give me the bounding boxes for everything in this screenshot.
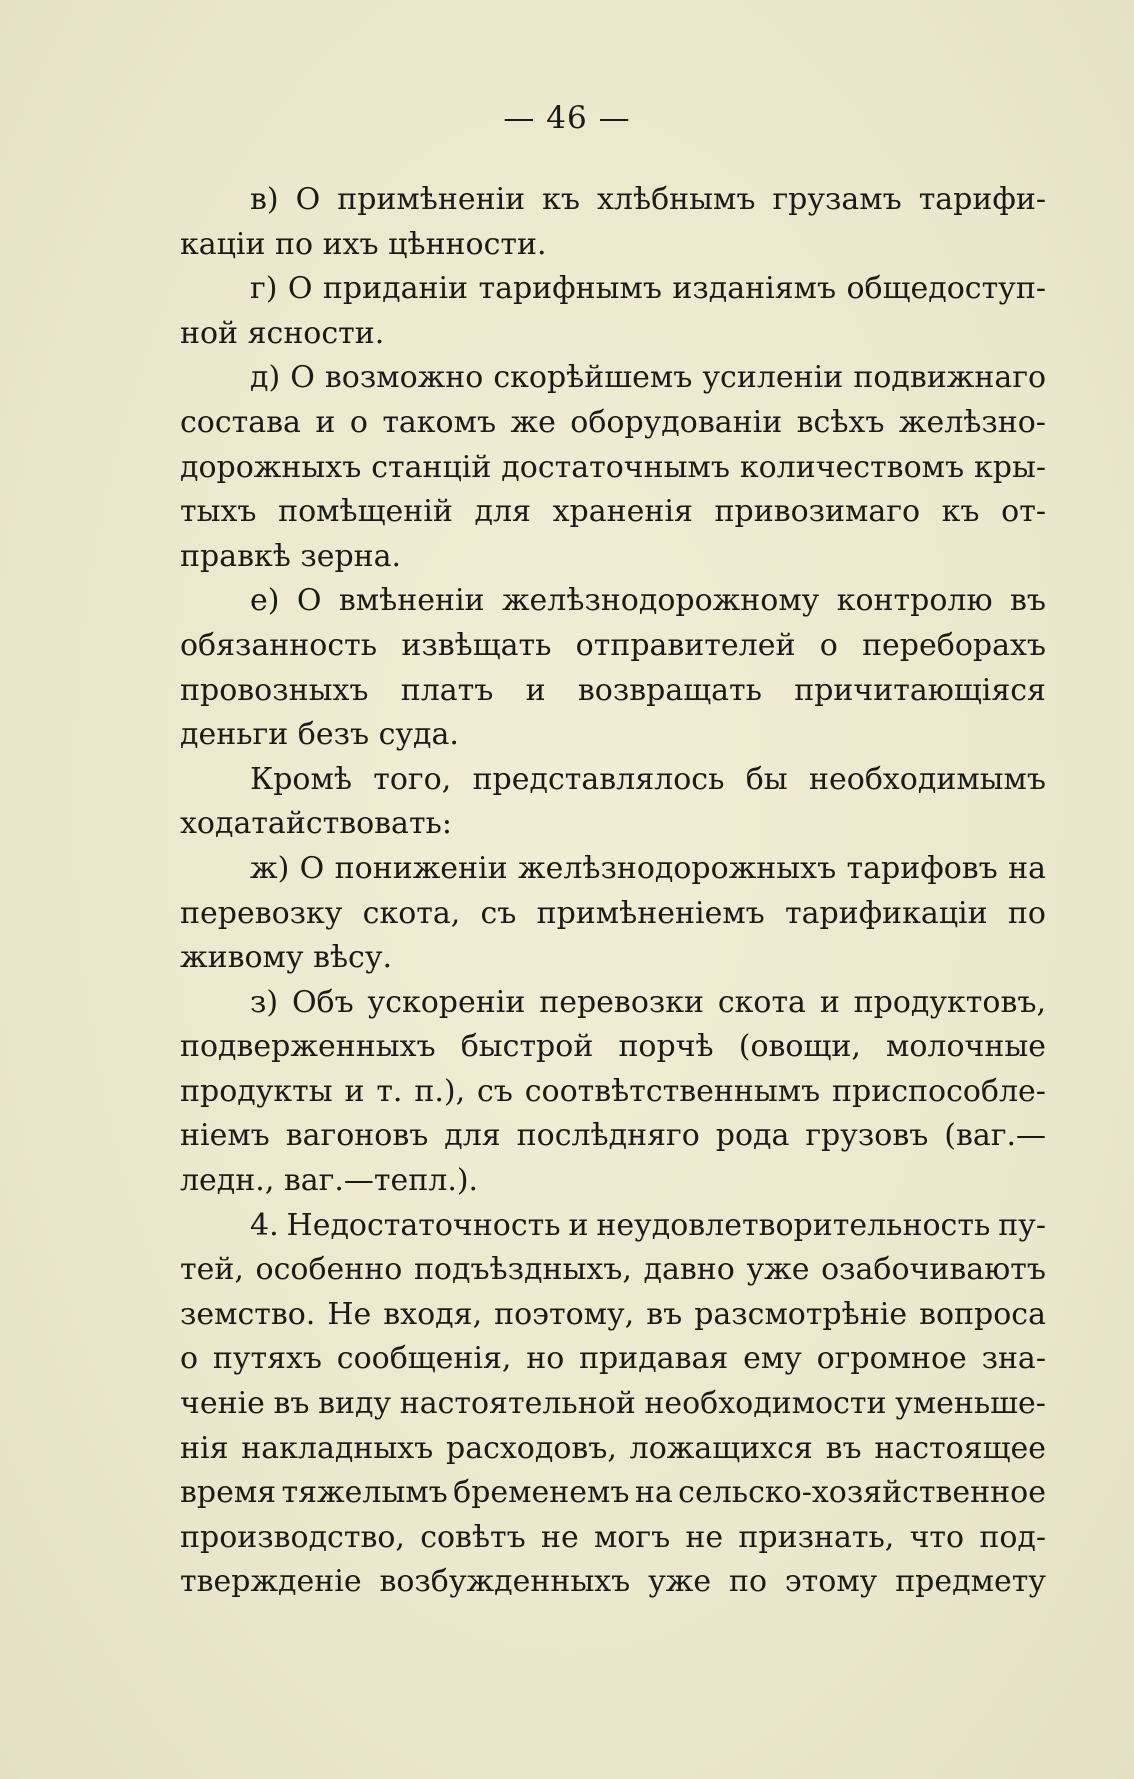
text-line-3 <box>180 267 1046 312</box>
text-line-19 <box>180 981 1046 1026</box>
word: производство, <box>180 1519 405 1555</box>
text-line-18: живому вѣсу. <box>180 940 393 976</box>
word: храненія <box>552 494 693 530</box>
word: вагоновъ <box>285 1118 429 1154</box>
text-line-26 <box>180 1293 1046 1338</box>
word: къ <box>941 494 980 530</box>
word: виду <box>318 1386 392 1422</box>
word: о <box>349 404 368 440</box>
word: что <box>909 1519 965 1555</box>
word: пониженіи <box>334 850 508 886</box>
word: по <box>1007 895 1046 931</box>
word: этому <box>784 1564 878 1600</box>
word: ж) <box>250 850 290 886</box>
word: для <box>444 1118 501 1154</box>
word: (ваг.— <box>944 1118 1046 1154</box>
word: о <box>180 1341 199 1377</box>
word: усиленіи <box>702 360 844 396</box>
word: нія <box>180 1430 229 1466</box>
word: расходовъ, <box>445 1430 617 1466</box>
word: быстрой <box>460 1029 594 1065</box>
word: на <box>634 1475 673 1511</box>
word: скота, <box>362 895 461 931</box>
word: 4. <box>250 1207 279 1243</box>
word: сельско-хозяйственное <box>678 1475 1046 1511</box>
text-line-25 <box>180 1248 1046 1293</box>
word: въ <box>273 1386 310 1422</box>
word: путяхъ <box>212 1341 323 1377</box>
word: но <box>526 1341 565 1377</box>
word: сообщенія, <box>336 1341 512 1377</box>
word: въ <box>1009 583 1046 619</box>
word: же <box>510 404 556 440</box>
word: молочные <box>885 1029 1046 1065</box>
word: под- <box>979 1519 1046 1555</box>
text-line-10 <box>180 579 1046 624</box>
word: достаточнымъ <box>501 449 730 485</box>
word: платъ <box>400 672 494 708</box>
text-line-8 <box>180 490 1046 535</box>
text-line-31 <box>180 1516 1046 1561</box>
word: и <box>315 404 336 440</box>
word: оборудованіи <box>570 404 783 440</box>
word: возвращать <box>577 672 762 708</box>
text-line-20 <box>180 1025 1046 1070</box>
text-line-9: правкѣ зерна. <box>180 538 402 574</box>
word: желѣзнодорожному <box>501 583 820 619</box>
word: предмету <box>895 1564 1046 1600</box>
word: по <box>728 1564 768 1600</box>
word: ложащихся <box>629 1430 813 1466</box>
word: г) <box>250 271 278 307</box>
word: могъ <box>593 1519 671 1555</box>
word: подвижнаго <box>853 360 1046 396</box>
word: признать, <box>738 1519 895 1555</box>
word: станцій <box>371 449 492 485</box>
word: уже <box>648 1564 712 1600</box>
word: тыхъ <box>180 494 257 530</box>
word: и <box>344 1073 365 1109</box>
word: придавая <box>579 1341 729 1377</box>
word: ускореніи <box>367 984 526 1020</box>
word: тарифнымъ <box>478 271 662 307</box>
word: примѣненіи <box>337 182 526 217</box>
text-line-15: ходатайствовать: <box>180 806 452 842</box>
text-line-11 <box>180 624 1046 669</box>
word: бременемъ <box>453 1475 630 1511</box>
word: извѣщать <box>401 627 552 663</box>
text-line-32 <box>180 1560 1046 1605</box>
word: грузамъ <box>772 182 902 217</box>
word: порчѣ <box>618 1029 714 1065</box>
word: вопроса <box>919 1296 1046 1332</box>
word: подверженныхъ <box>180 1029 436 1065</box>
word: не <box>685 1519 724 1555</box>
word: перевозки <box>539 984 704 1020</box>
word: обязанность <box>180 627 378 663</box>
word: въ <box>646 1296 683 1332</box>
word: зна- <box>981 1341 1046 1377</box>
page-number: — 46 — <box>503 100 631 136</box>
word: О <box>295 182 321 217</box>
word: О <box>299 850 325 886</box>
word: привозимаго <box>714 494 921 530</box>
word: провозныхъ <box>180 672 369 708</box>
word: представлялось <box>472 761 725 797</box>
word: и <box>525 672 546 708</box>
text-line-13: деньги безъ суда. <box>180 717 459 753</box>
word: не <box>540 1519 579 1555</box>
word: е) <box>250 583 280 619</box>
word: подъѣздныхъ, <box>413 1252 632 1288</box>
word: особенно <box>255 1252 403 1288</box>
text-line-7 <box>180 446 1046 491</box>
word: Объ <box>291 984 354 1020</box>
word: съ <box>480 895 517 931</box>
word: разсмотрѣніе <box>694 1296 908 1332</box>
word: примѣненіемъ <box>536 895 765 931</box>
word: огромное <box>816 1341 967 1377</box>
word: причитающіяся <box>794 672 1046 708</box>
word: О <box>296 583 322 619</box>
word: настоящее <box>874 1430 1046 1466</box>
word: тей, <box>180 1252 244 1288</box>
word: отправителей <box>575 627 796 663</box>
word: О <box>287 271 313 307</box>
word: О <box>290 360 315 396</box>
text-line-28 <box>180 1382 1046 1427</box>
word: продукты <box>180 1073 333 1109</box>
word: тарифовъ <box>846 850 998 886</box>
word: всѣхъ <box>796 404 885 440</box>
word: такомъ <box>382 404 497 440</box>
word: пу- <box>998 1207 1046 1243</box>
text-line-30 <box>180 1471 1046 1516</box>
text-line-24 <box>180 1204 1046 1249</box>
word: Не <box>327 1296 372 1332</box>
word: рода <box>715 1118 790 1154</box>
text-line-12 <box>180 669 1046 714</box>
word: Недостаточность <box>286 1207 561 1243</box>
text-line-1 <box>180 178 1046 223</box>
word: вмѣненіи <box>338 583 485 619</box>
word: от- <box>1001 494 1046 530</box>
word: послѣдняго <box>516 1118 700 1154</box>
word: соотвѣтственнымъ <box>524 1073 821 1109</box>
word: уменьше- <box>895 1386 1046 1422</box>
word: ченіе <box>180 1386 265 1422</box>
word: общедоступ- <box>846 271 1046 307</box>
text-line-16 <box>180 847 1046 892</box>
word: возбужденныхъ <box>379 1564 631 1600</box>
word: продуктовъ, <box>853 984 1046 1020</box>
word: Кромѣ <box>250 761 352 797</box>
word: твержденіе <box>180 1564 362 1600</box>
word: приспособле- <box>832 1073 1046 1109</box>
word: въ <box>825 1430 862 1466</box>
word: желѣзно- <box>898 404 1046 440</box>
text-line-17 <box>180 892 1046 937</box>
word: грузовъ <box>805 1118 929 1154</box>
text-line-14 <box>180 758 1046 803</box>
word: д) <box>250 360 281 396</box>
word: ніемъ <box>180 1118 270 1154</box>
word: состава <box>180 404 301 440</box>
word: накладныхъ <box>241 1430 434 1466</box>
word: съ <box>476 1073 513 1109</box>
word: в) <box>250 182 279 217</box>
word: необходимости <box>644 1386 887 1422</box>
text-line-21 <box>180 1070 1046 1115</box>
word: тяжелымъ <box>281 1475 448 1511</box>
body-text <box>180 178 1046 1605</box>
word: время <box>180 1475 277 1511</box>
word: на <box>1008 850 1046 886</box>
word: хлѣбнымъ <box>597 182 756 217</box>
word: входя, <box>383 1296 483 1332</box>
word: кры- <box>973 449 1046 485</box>
word: поэтому, <box>494 1296 635 1332</box>
word: возможно <box>324 360 484 396</box>
word: переборахъ <box>862 627 1046 663</box>
word: (овощи, <box>738 1029 861 1065</box>
word: земство. <box>180 1296 316 1332</box>
word: приданіи <box>322 271 469 307</box>
word: контролю <box>836 583 993 619</box>
word: тарифи- <box>918 182 1046 217</box>
text-line-5 <box>180 356 1046 401</box>
word: скота <box>717 984 806 1020</box>
word: и <box>819 984 840 1020</box>
text-line-29 <box>180 1427 1046 1472</box>
word: изданіямъ <box>672 271 837 307</box>
text-line-6 <box>180 401 1046 446</box>
text-line-27 <box>180 1337 1046 1382</box>
word: того, <box>373 761 452 797</box>
word: количествомъ <box>739 449 965 485</box>
word: перевозку <box>180 895 343 931</box>
word: п.), <box>414 1073 466 1109</box>
text-line-22 <box>180 1114 1046 1159</box>
word: тарификаціи <box>784 895 988 931</box>
word: помѣщеній <box>278 494 453 530</box>
word: дорожныхъ <box>180 449 362 485</box>
word: настоятельной <box>399 1386 636 1422</box>
word: для <box>474 494 531 530</box>
word: озабочиваютъ <box>821 1252 1046 1288</box>
text-line-23: ледн., ваг.—тепл.). <box>180 1163 479 1199</box>
word: т. <box>376 1073 403 1109</box>
text-line-4: ной ясности. <box>180 315 385 351</box>
text-line-2: каціи по ихъ цѣнности. <box>180 226 547 262</box>
word: давно <box>643 1252 735 1288</box>
word: совѣтъ <box>420 1519 526 1555</box>
word: скорѣйшемъ <box>493 360 693 396</box>
word: необходимымъ <box>809 761 1046 797</box>
word: желѣзнодорожныхъ <box>517 850 837 886</box>
word: къ <box>542 182 581 217</box>
word: и <box>568 1207 589 1243</box>
word: уже <box>746 1252 810 1288</box>
word: з) <box>250 984 279 1020</box>
word: неудовлетворительность <box>596 1207 991 1243</box>
word: ему <box>743 1341 802 1377</box>
word: бы <box>745 761 788 797</box>
word: о <box>819 627 838 663</box>
